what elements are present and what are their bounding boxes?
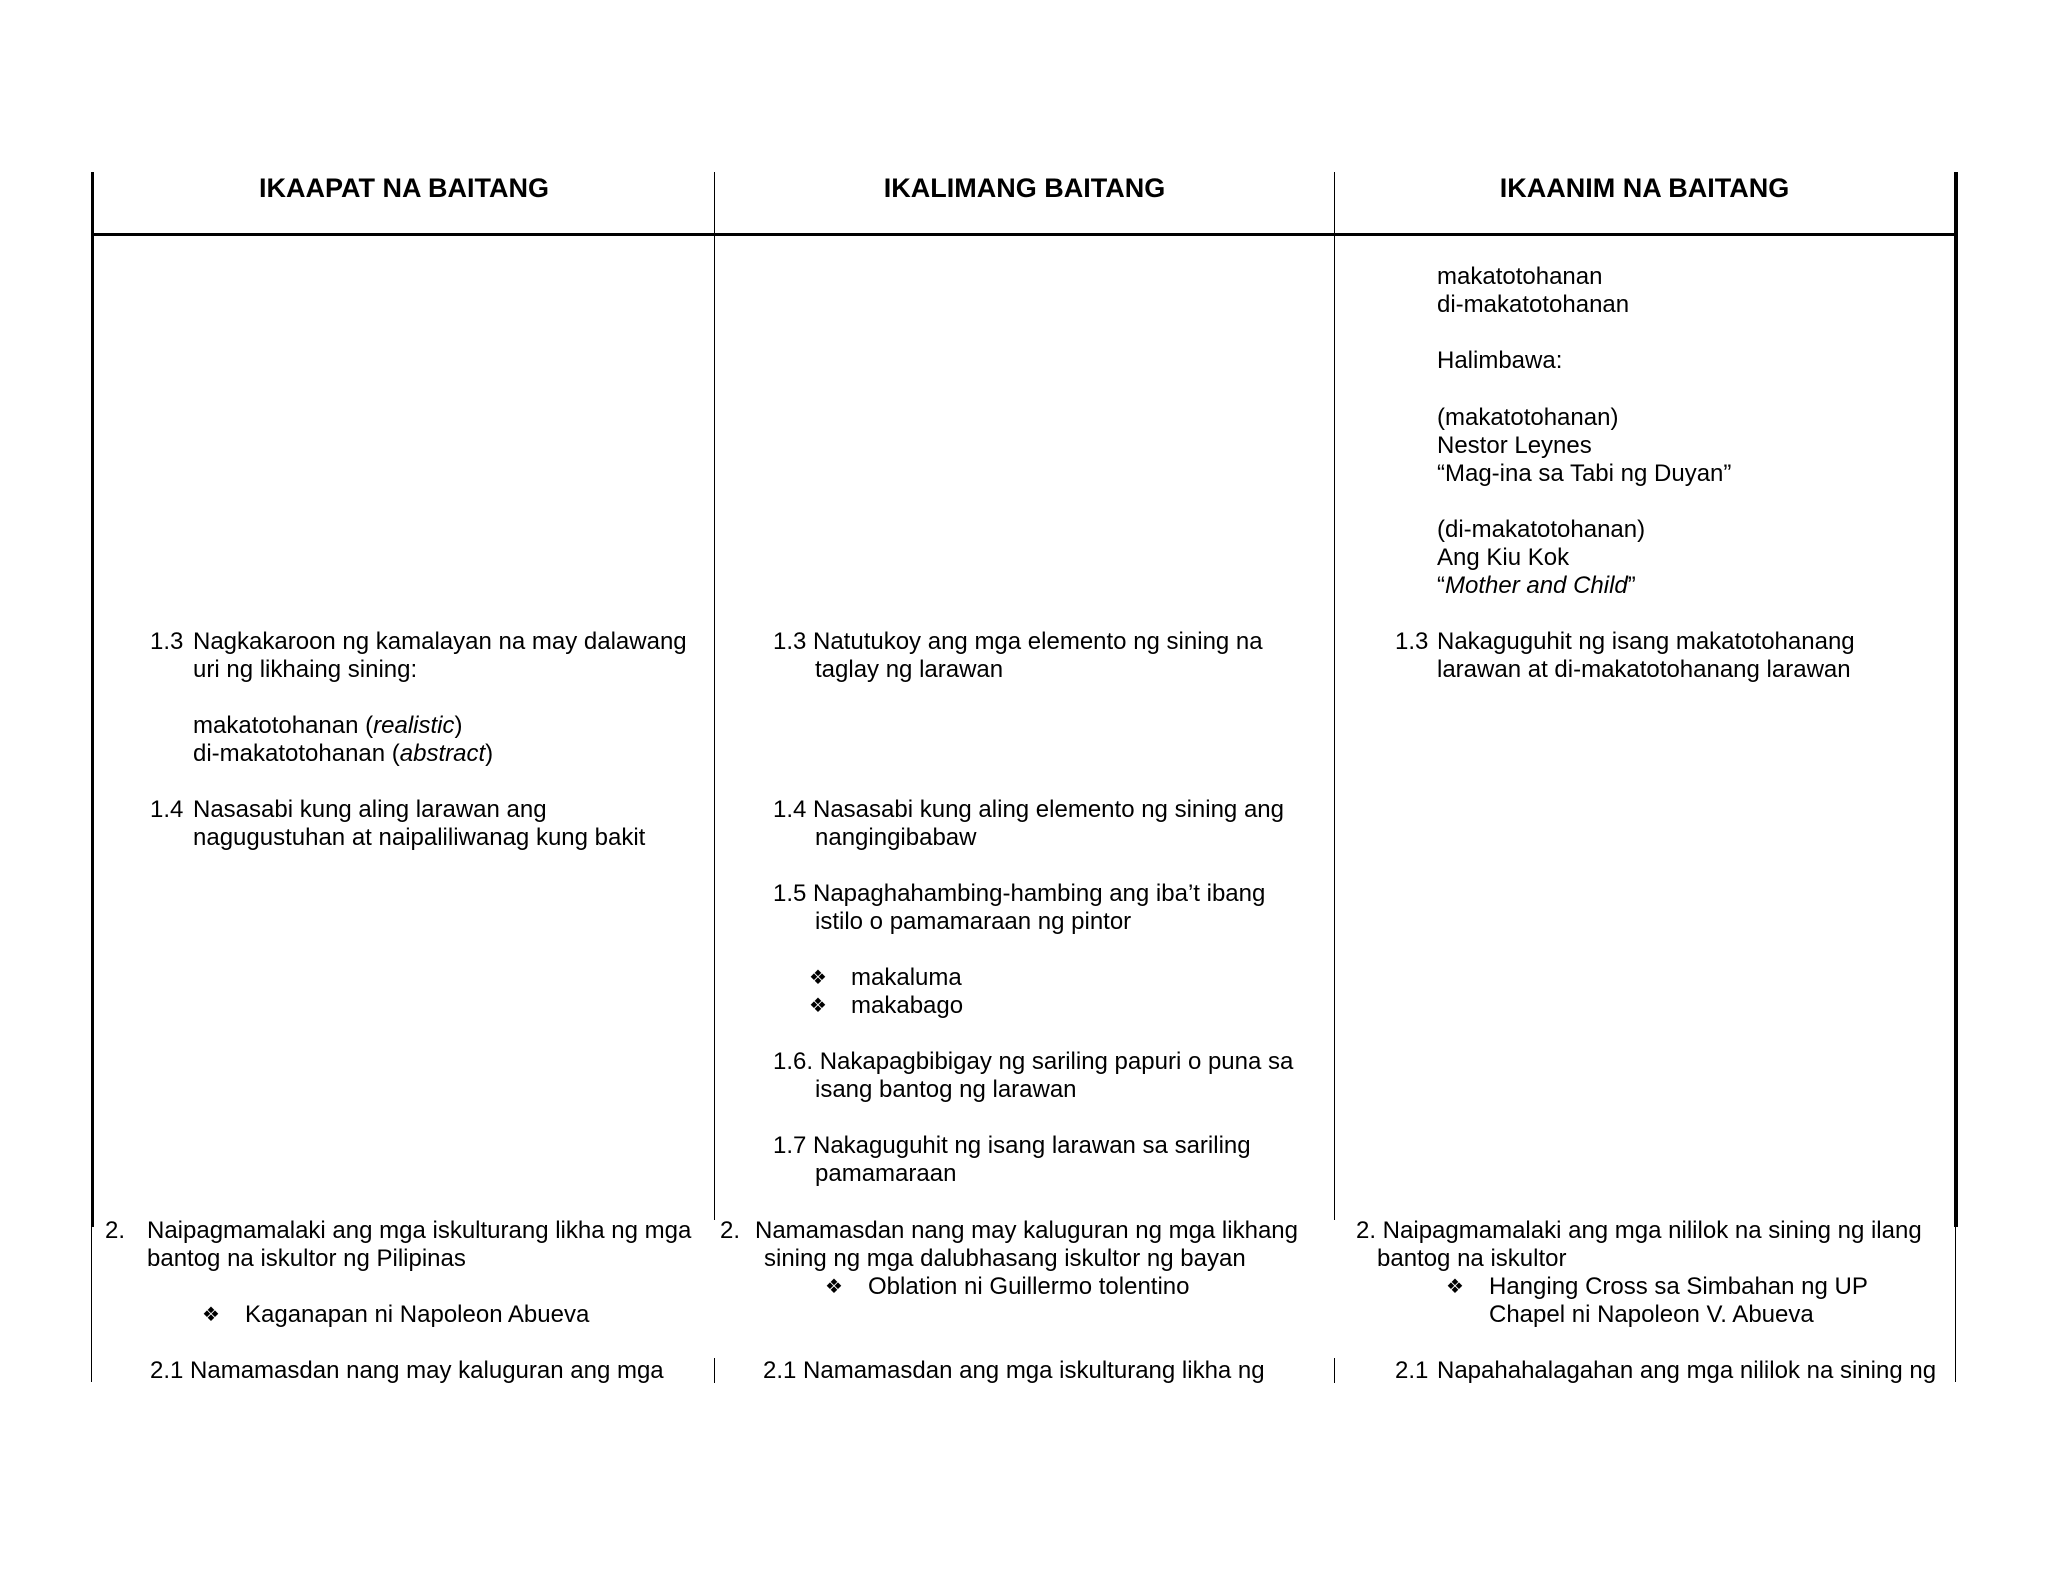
item-text: 1.6. Nakapagbibigay ng sariling papuri o puna sa — [773, 1048, 1294, 1075]
section-text: sining ng mga dalubhasang iskultor ng bayan — [764, 1245, 1246, 1272]
example1-type: (makatotohanan) — [1437, 404, 1619, 431]
example2-title — [1437, 572, 1636, 600]
item-text: Natutukoy ang mga elemento ng sining na — [813, 628, 1263, 655]
item-text: pamamaraan — [815, 1160, 957, 1187]
english-term: abstract — [399, 740, 486, 767]
bullet-text: Hanging Cross sa Simbahan ng UP — [1489, 1273, 1868, 1300]
column-divider-1 — [714, 172, 715, 1220]
diamond-bullet-icon: ❖ — [825, 1276, 843, 1298]
item-text: Nasasabi kung aling larawan ang — [193, 796, 547, 823]
item-number: 1.4 — [150, 796, 184, 823]
label: di-makatotohanan ( — [193, 740, 400, 767]
text-di-makatotohanan: di-makatotohanan — [1437, 291, 1630, 318]
paren: ) — [454, 712, 463, 739]
example1-title: “Mag-ina sa Tabi ng Duyan” — [1437, 460, 1732, 487]
column-header-grade5: IKALIMANG BAITANG — [883, 173, 1166, 203]
item-text: larawan at di-makatotohanang larawan — [1437, 656, 1851, 683]
item-number: 1.3 — [1395, 628, 1429, 655]
column-divider-2 — [1334, 172, 1335, 1220]
subitem-text: 2.1 Namamasdan ang mga iskulturang likha ng — [763, 1357, 1265, 1384]
item-number: 1.3 — [773, 628, 807, 655]
diamond-bullet-icon: ❖ — [202, 1304, 220, 1326]
item-text: uri ng likhaing sining: — [193, 656, 418, 683]
bullet-text: Kaganapan ni Napoleon Abueva — [245, 1301, 590, 1328]
section-number: 2. — [720, 1217, 741, 1244]
bullet-text: Chapel ni Napoleon V. Abueva — [1489, 1301, 1814, 1328]
bullet-text: makaluma — [851, 964, 962, 991]
item-number: 1.4 — [773, 796, 807, 823]
item-text: Nasasabi kung aling elemento ng sining ang — [813, 796, 1284, 823]
item-number: 1.5 — [773, 880, 807, 907]
header-rule — [91, 233, 1958, 236]
item-text: isang bantog ng larawan — [815, 1076, 1077, 1103]
diamond-bullet-icon: ❖ — [1446, 1276, 1464, 1298]
item-text: Nagkakaroon ng kamalayan na may dalawang — [193, 628, 687, 655]
item-text: Nakaguguhit ng isang makatotohanang — [1437, 628, 1855, 655]
column-header-grade6: IKAANIM NA BAITANG — [1499, 173, 1790, 203]
column-divider-2-lower — [1334, 1358, 1335, 1383]
item-text: Napaghahambing-hambing ang iba’t ibang — [813, 880, 1266, 907]
table-border-left — [91, 172, 94, 1227]
table-border-right — [1954, 172, 1958, 1227]
example2-type: (di-makatotohanan) — [1437, 516, 1646, 543]
item-text: taglay ng larawan — [815, 656, 1004, 683]
item-text: istilo o pamamaraan ng pintor — [815, 908, 1132, 935]
paren: ) — [485, 740, 494, 767]
item-text: nagugustuhan at naipaliliwanag kung bakit — [193, 824, 646, 851]
example2-artist: Ang Kiu Kok — [1437, 544, 1570, 571]
example1-artist: Nestor Leynes — [1437, 432, 1592, 459]
bullet-text: makabago — [851, 992, 964, 1019]
text-halimbawa: Halimbawa: — [1437, 347, 1563, 374]
abstract-line — [193, 740, 493, 768]
bullet-text: Oblation ni Guillermo tolentino — [868, 1273, 1190, 1300]
section-text: Namamasdan nang may kaluguran ng mga likhang — [755, 1217, 1298, 1244]
item-number: 1.7 — [773, 1132, 807, 1159]
diamond-bullet-icon: ❖ — [809, 967, 827, 989]
label: makatotohanan ( — [193, 712, 374, 739]
open-quote: “ — [1437, 572, 1445, 599]
column-header-grade4: IKAAPAT NA BAITANG — [259, 173, 549, 203]
realistic-line — [193, 712, 462, 740]
section-text: Naipagmamalaki ang mga iskulturang likha ng mga — [147, 1217, 692, 1244]
text-makatotohanan: makatotohanan — [1437, 263, 1603, 290]
subitem-text: 2.1 Namamasdan nang may kaluguran ang mga — [150, 1357, 664, 1384]
section-text: bantog na iskultor ng Pilipinas — [147, 1245, 466, 1272]
diamond-bullet-icon: ❖ — [809, 995, 827, 1017]
item-text: nangingibabaw — [815, 824, 977, 851]
table-border-right-lower — [1955, 1222, 1956, 1382]
subitem-text: Napahahalagahan ang mga nililok na sining ng — [1437, 1357, 1937, 1384]
item-text: Nakaguguhit ng isang larawan sa sariling — [813, 1132, 1251, 1159]
section-text: bantog na iskultor — [1377, 1245, 1567, 1272]
section-text: 2. Naipagmamalaki ang mga nililok na sining ng ilang — [1356, 1217, 1922, 1244]
artwork-title: Mother and Child — [1445, 572, 1628, 599]
item-number: 1.3 — [150, 628, 184, 655]
column-divider-1-lower — [714, 1358, 715, 1383]
close-quote: ” — [1627, 572, 1636, 599]
section-number: 2. — [105, 1217, 126, 1244]
subitem-number: 2.1 — [1395, 1357, 1429, 1384]
table-border-left-lower — [91, 1222, 92, 1382]
english-term: realistic — [373, 712, 455, 739]
